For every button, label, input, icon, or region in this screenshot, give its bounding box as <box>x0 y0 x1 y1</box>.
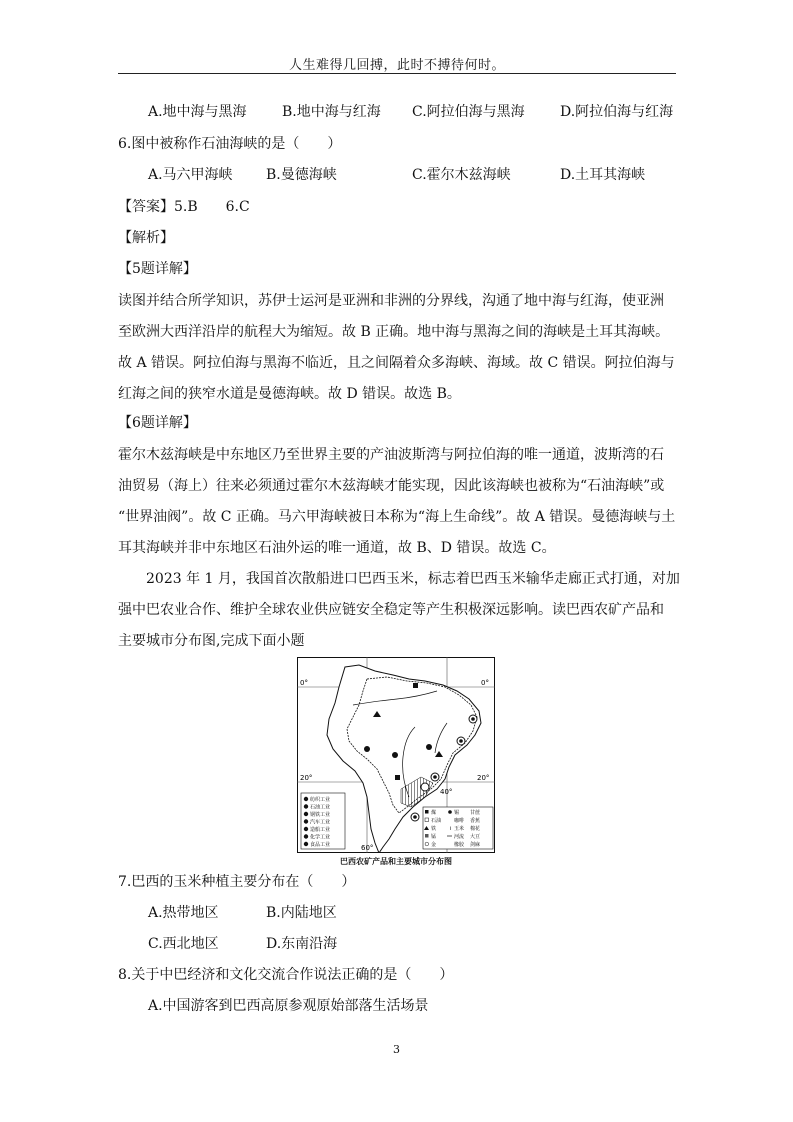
map-caption: 巴西农矿产品和主要城市分布图 <box>340 857 452 866</box>
q8-option-a: A.中国游客到巴西高原参观原始部落生活场景 <box>148 998 429 1014</box>
mineral-marker <box>426 744 432 750</box>
city-marker-dot <box>433 775 437 779</box>
legend-product-icon <box>448 810 452 814</box>
q5-option-c: C.阿拉伯海与黑海 <box>412 104 525 120</box>
legend-industry-4: 造船工业 <box>310 827 331 833</box>
legend-industry-2: 钢铁工业 <box>310 812 331 818</box>
city-marker <box>421 783 429 791</box>
q7-option-a: A.热带地区 <box>148 905 219 921</box>
legend-industry-1: 石油工业 <box>310 804 331 811</box>
q7-option-d: D.东南沿海 <box>266 936 338 952</box>
city-marker-dot <box>459 739 463 743</box>
legend-industry-icon <box>304 819 308 823</box>
q7-option-b: B.内陆地区 <box>266 905 337 921</box>
legend-product-1-0: 石油 <box>431 818 442 824</box>
q5-option-d: D.阿拉伯海与红海 <box>560 104 674 120</box>
legend-product-3-2: 大豆 <box>470 834 481 840</box>
lat-label-20-right: 20° <box>477 774 490 782</box>
q5-detail-line-4: 红海之间的狭窄水道是曼德海峡。故 D 错误。故选 B。 <box>118 386 461 402</box>
brazil-map-figure <box>297 657 495 853</box>
q6-option-b: B.曼德海峡 <box>266 167 337 183</box>
legend-industry-0: 纺织工业 <box>310 797 331 803</box>
q6-option-a: A.马六甲海峡 <box>148 167 233 183</box>
lon-label-40: 40° <box>440 788 453 796</box>
legend-product-icon <box>425 834 429 838</box>
q5-detail-line-3: 故 A 错误。阿拉伯海与黑海不临近，且之间隔着众多海峡、海域。故 C 错误。阿拉伯海与 <box>118 355 675 371</box>
mineral-marker <box>364 746 370 752</box>
q6-detail-line-1: 霍尔木兹海峡是中东地区乃至世界主要的产油波斯湾与阿拉伯海的唯一通道，波斯湾的石 <box>118 447 664 463</box>
legend-product-0-2: 甘蔗 <box>470 810 481 816</box>
legend-industry-icon <box>304 804 308 808</box>
page-header-motto: 人生难得几回搏，此时不搏待何时。 <box>288 58 505 73</box>
q7-option-c: C.西北地区 <box>148 936 219 952</box>
legend-product-2-2: 棉花 <box>470 826 481 832</box>
intro-line-1: 2023 年 1 月，我国首次散船进口巴西玉米，标志着巴西玉米输华走廊正式打通，对加 <box>146 571 680 587</box>
lat-label-0-right: 0° <box>481 679 489 687</box>
legend-industry-icon <box>304 827 308 831</box>
intro-line-2: 强中巴农业合作、维护全球农业供应链安全稳定等产生积极深远影响。读巴西农矿产品和 <box>118 602 664 618</box>
mineral-marker <box>392 752 398 758</box>
legend-product-2-0: 铁 <box>431 826 437 832</box>
q8-stem: 8.关于中巴经济和文化交流合作说法正确的是（ ） <box>118 967 454 983</box>
q6-detail-line-4: 耳其海峡并非中东地区石油外运的唯一通道，故 B、D 错误。故选 C。 <box>118 540 556 556</box>
legend-product-3-1: 河流 <box>454 834 465 840</box>
legend-product-4-2: 剑麻 <box>470 842 481 848</box>
legend-product-4-0: 金 <box>431 842 437 848</box>
lon-label-60: 60° <box>361 844 374 852</box>
lat-label-20-left: 20° <box>300 774 313 782</box>
legend-industry-icon <box>304 842 308 846</box>
legend-product-icon <box>425 810 429 814</box>
legend-industry-icon <box>304 797 308 801</box>
answer-line: 【答案】5.B 6.C <box>118 199 250 215</box>
lat-label-0-left: 0° <box>300 679 308 687</box>
q5-detail-line-1: 读图并结合所学知识，苏伊士运河是亚洲和非洲的分界线，沟通了地中海与红海，使亚洲 <box>118 293 664 309</box>
legend-product-4-1: 橡胶 <box>454 842 465 848</box>
legend-product-1-2: 香蕉 <box>470 818 481 824</box>
legend-product-0-1: 锡 <box>454 810 460 816</box>
q7-stem: 7.巴西的玉米种植主要分布在（ ） <box>118 874 356 890</box>
q5-option-a: A.地中海与黑海 <box>148 104 247 120</box>
legend-product-2-1: 玉米 <box>454 826 465 832</box>
legend-product-0-0: 煤 <box>431 810 437 816</box>
q6-detail-label: 【6题详解】 <box>118 415 197 431</box>
q6-option-c: C.霍尔木兹海峡 <box>412 167 511 183</box>
q6-detail-line-2: 油贸易（海上）往来必须通过霍尔木兹海峡才能实现，因此该海峡也被称为“石油海峡”或 <box>118 478 665 494</box>
legend-industry-6: 食品工业 <box>310 842 331 848</box>
q5-detail-label: 【5题详解】 <box>118 261 197 277</box>
coal-marker <box>413 683 418 688</box>
legend-product-icon <box>448 827 452 831</box>
q6-option-d: D.土耳其海峡 <box>560 167 646 183</box>
city-marker-dot <box>413 815 417 819</box>
page-number: 3 <box>393 1043 400 1056</box>
q6-detail-line-3: “世界油阀”。故 C 正确。马六甲海峡被日本称为“海上生命线”。故 A 错误。曼德海峡与土 <box>118 509 676 525</box>
legend-product-3-0: 锰 <box>431 834 437 840</box>
legend-product-1-1: 咖啡 <box>454 818 465 824</box>
q6-stem: 6.图中被称作石油海峡的是（ ） <box>118 136 342 152</box>
legend-industry-icon <box>304 812 308 816</box>
legend-industry-icon <box>304 834 308 838</box>
q5-option-b: B.地中海与红海 <box>282 104 381 120</box>
header-rule <box>118 73 676 74</box>
brazil-map <box>297 657 495 853</box>
legend-industry-5: 化学工业 <box>310 834 331 841</box>
legend-product-icon <box>425 842 429 846</box>
intro-line-3: 主要城市分布图,完成下面小题 <box>118 633 305 649</box>
coal-marker <box>395 775 400 780</box>
q5-detail-line-2: 至欧洲大西洋沿岸的航程大为缩短。故 B 正确。地中海与黑海之间的海峡是土耳其海峡。 <box>118 324 670 340</box>
legend-industry-3: 汽车工业 <box>310 819 331 826</box>
city-marker-dot <box>471 717 475 721</box>
analysis-label: 【解析】 <box>118 230 174 246</box>
